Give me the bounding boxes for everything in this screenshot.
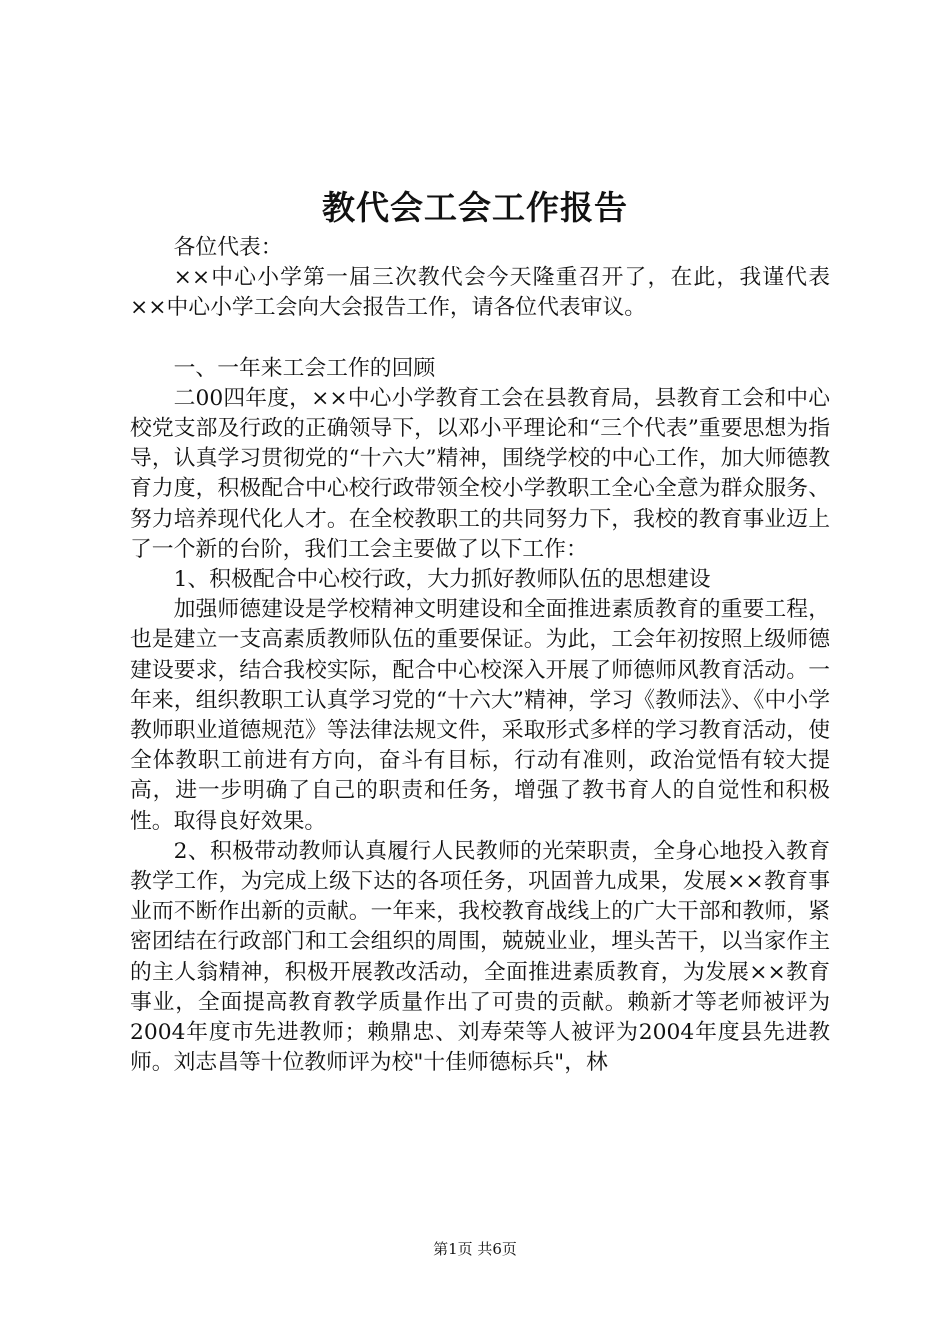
section-heading: 一、一年来工会工作的回顾 (173, 355, 436, 381)
document-body (130, 233, 830, 1078)
item-1-paragraph: 加强师德建设是学校精神文明建设和全面推进素质教育的重要工程，也是建立一支高素质教师队伍的重要保证。为此，工会年初按照上级师德建设要求，结合我校实际，配合中心校深入开展了师德师风教育活动。一年来，组织教职工认真学习党的“十六大”精神，学习《教师法》、《中小学教师职业道德规范》等法律法规文件，采取形式多样的学习教育活动，使全体教职工前进有方向，奋斗有目标，行动有准则，政治觉悟有较大提高，进一步明确了自己的职责和任务，增强了教书育人的自觉性和积极性。取得良好效果。 (130, 597, 830, 834)
document-title: 教代会工会工作报告 (322, 188, 628, 227)
review-paragraph: 二00四年度，××中心小学教育工会在县教育局，县教育工会和中心校党支部及行政的正确领导下，以邓小平理论和“三个代表”重要思想为指导，认真学习贯彻党的“十六大”精神，围绕学校的中心工作，加大师德教育力度，积极配合中心校行政带领全校小学教职工全心全意为群众服务、努力培养现代化人才。在全校教职工的共同努力下，我校的教育事业迈上了一个新的台阶，我们工会主要做了以下工作： (130, 385, 830, 562)
item-1-heading: 1、积极配合中心校行政，大力抓好教师队伍的思想建设 (173, 567, 711, 593)
page-footer: 第1页 共6页 (433, 1240, 517, 1258)
item-2-paragraph: 2、积极带动教师认真履行人民教师的光荣职责，全身心地投入教育教学工作，为完成上级下达的各项任务，巩固普九成果，发展××教育事业而不断作出新的贡献。一年来，我校教育战线上的广大干部和教师，紧密团结在行政部门和工会组织的周围，兢兢业业，埋头苦干，以当家作主的主人翁精神，积极开展教改活动，全面推进素质教育，为发展××教育事业，全面提高教育教学质量作出了可贵的贡献。赖新才等老师被评为2004年度市先进教师；赖鼎忠、刘寿荣等人被评为2004年度县先进教师。刘志昌等十位教师评为校"十佳师德标兵"，林 (130, 838, 830, 1076)
salutation: 各位代表： (173, 235, 283, 260)
opening-paragraph: ××中心小学第一届三次教代会今天隆重召开了，在此，我谨代表××中心小学工会向大会报告工作，请各位代表审议。 (130, 265, 830, 321)
